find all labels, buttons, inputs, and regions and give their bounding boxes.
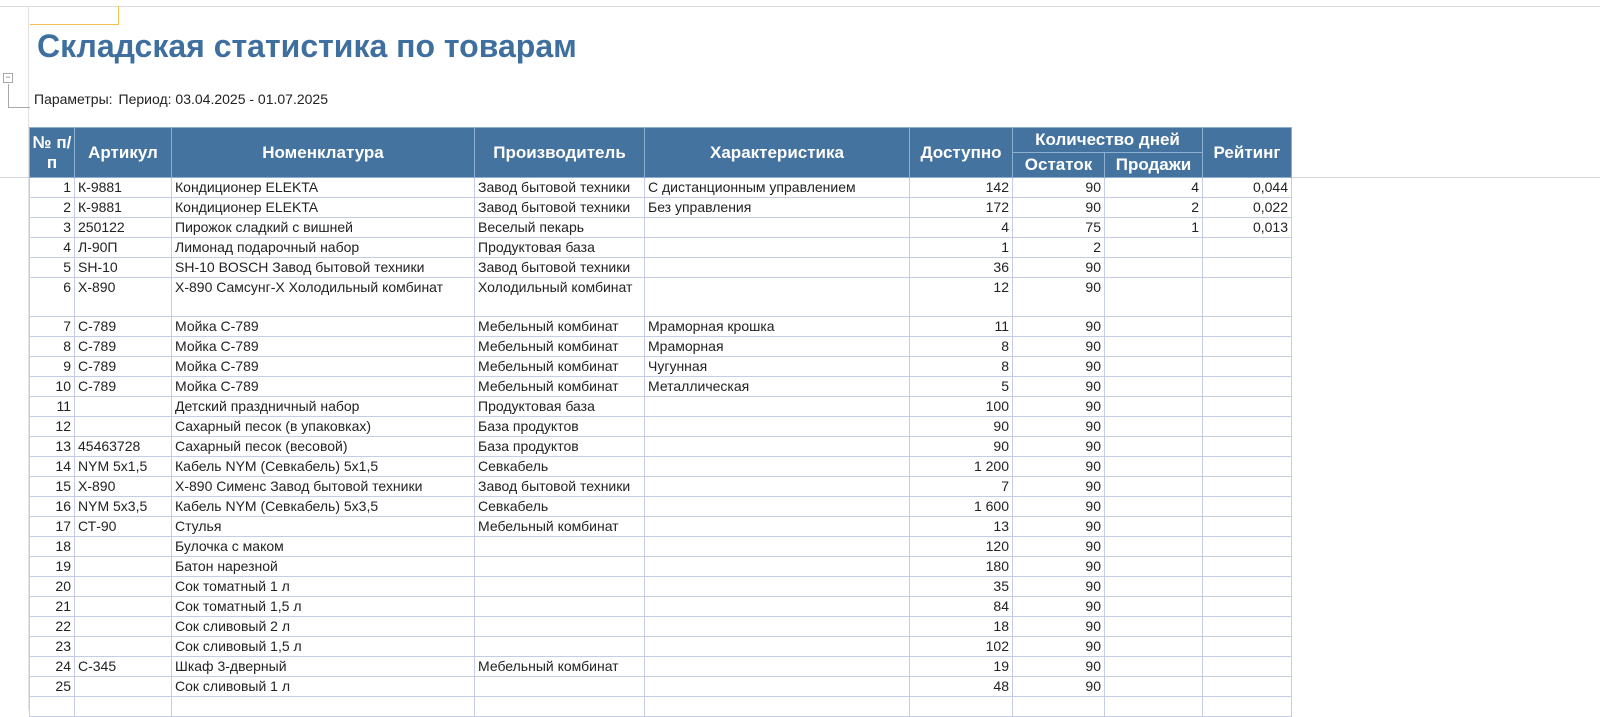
cell-days-sales[interactable]: 4 xyxy=(1105,178,1203,198)
cell-characteristic[interactable] xyxy=(645,258,910,278)
cell-article[interactable]: С-789 xyxy=(75,377,172,397)
cell-days-sales[interactable] xyxy=(1105,517,1203,537)
cell-days-stock[interactable] xyxy=(1013,697,1105,717)
cell-rating[interactable] xyxy=(1203,597,1292,617)
cell-days-stock[interactable]: 90 xyxy=(1013,517,1105,537)
cell-available[interactable]: 1 xyxy=(910,238,1013,258)
cell-rating[interactable] xyxy=(1203,657,1292,677)
cell-nomenclature[interactable]: Шкаф 3-дверный xyxy=(172,657,475,677)
cell-days-stock[interactable]: 75 xyxy=(1013,218,1105,238)
cell-days-stock[interactable]: 90 xyxy=(1013,258,1105,278)
cell-days-sales[interactable] xyxy=(1105,357,1203,377)
cell-days-stock[interactable]: 90 xyxy=(1013,597,1105,617)
cell-rating[interactable] xyxy=(1203,497,1292,517)
cell-rating[interactable] xyxy=(1203,417,1292,437)
header-characteristic[interactable]: Характеристика xyxy=(645,128,910,178)
cell-nomenclature[interactable]: Сахарный песок (весовой) xyxy=(172,437,475,457)
cell-row-number[interactable]: 24 xyxy=(30,657,75,677)
table-row[interactable] xyxy=(30,437,1292,457)
cell-row-number[interactable]: 16 xyxy=(30,497,75,517)
cell-days-sales[interactable] xyxy=(1105,457,1203,477)
cell-available[interactable]: 172 xyxy=(910,198,1013,218)
cell-row-number[interactable]: 21 xyxy=(30,597,75,617)
cell-days-stock[interactable]: 90 xyxy=(1013,278,1105,317)
cell-manufacturer[interactable]: Завод бытовой техники xyxy=(475,258,645,278)
cell-available[interactable]: 90 xyxy=(910,417,1013,437)
cell-row-number[interactable]: 8 xyxy=(30,337,75,357)
report-table xyxy=(29,127,1292,717)
header-days-sales[interactable]: Продажи xyxy=(1105,153,1203,178)
table-row[interactable] xyxy=(30,417,1292,437)
cell-manufacturer[interactable]: База продуктов xyxy=(475,417,645,437)
cell-days-stock[interactable]: 90 xyxy=(1013,577,1105,597)
cell-characteristic[interactable]: Мраморная крошка xyxy=(645,317,910,337)
table-row[interactable] xyxy=(30,377,1292,397)
cell-available[interactable] xyxy=(910,697,1013,717)
cell-days-sales[interactable] xyxy=(1105,697,1203,717)
cell-article[interactable]: SH-10 xyxy=(75,258,172,278)
cell-characteristic[interactable]: С дистанционным управлением xyxy=(645,178,910,198)
table-row[interactable] xyxy=(30,557,1292,577)
header-days-stock[interactable]: Остаток xyxy=(1013,153,1105,178)
cell-characteristic[interactable] xyxy=(645,697,910,717)
cell-days-sales[interactable] xyxy=(1105,557,1203,577)
cell-article[interactable] xyxy=(75,677,172,697)
cell-nomenclature[interactable]: Х-890 Самсунг-Х Холодильный комбинат xyxy=(172,278,475,317)
cell-days-stock[interactable]: 90 xyxy=(1013,417,1105,437)
sheet-top-border xyxy=(0,6,1600,7)
cell-available[interactable]: 12 xyxy=(910,278,1013,317)
cell-nomenclature[interactable]: Детский праздничный набор xyxy=(172,397,475,417)
cell-characteristic[interactable] xyxy=(645,517,910,537)
cell-days-stock[interactable]: 90 xyxy=(1013,497,1105,517)
cell-manufacturer[interactable]: Мебельный комбинат xyxy=(475,357,645,377)
cell-characteristic[interactable] xyxy=(645,457,910,477)
cell-days-stock[interactable]: 90 xyxy=(1013,317,1105,337)
cell-available[interactable]: 1 200 xyxy=(910,457,1013,477)
cell-article[interactable]: СТ-90 xyxy=(75,517,172,537)
cell-manufacturer[interactable] xyxy=(475,637,645,657)
table-row[interactable] xyxy=(30,617,1292,637)
cell-manufacturer[interactable]: Мебельный комбинат xyxy=(475,657,645,677)
cell-available[interactable]: 8 xyxy=(910,337,1013,357)
cell-manufacturer[interactable] xyxy=(475,697,645,717)
period-value: Период: 03.04.2025 - 01.07.2025 xyxy=(118,91,328,107)
cell-characteristic[interactable] xyxy=(645,238,910,258)
cell-row-number[interactable]: 17 xyxy=(30,517,75,537)
cell-days-sales[interactable] xyxy=(1105,617,1203,637)
cell-available[interactable]: 35 xyxy=(910,577,1013,597)
cell-nomenclature[interactable]: Кондиционер ELEKTA xyxy=(172,178,475,198)
cell-manufacturer[interactable]: Мебельный комбинат xyxy=(475,517,645,537)
cell-nomenclature[interactable]: Булочка с маком xyxy=(172,537,475,557)
cell-days-sales[interactable] xyxy=(1105,637,1203,657)
cell-manufacturer[interactable] xyxy=(475,577,645,597)
cell-nomenclature[interactable]: Сок сливовый 1 л xyxy=(172,677,475,697)
cell-characteristic[interactable] xyxy=(645,617,910,637)
table-row[interactable] xyxy=(30,497,1292,517)
cell-days-sales[interactable] xyxy=(1105,377,1203,397)
cell-nomenclature[interactable]: Кабель NYM (Севкабель) 5x3,5 xyxy=(172,497,475,517)
active-cell-marker[interactable] xyxy=(30,6,119,25)
cell-nomenclature[interactable]: Сок томатный 1,5 л xyxy=(172,597,475,617)
cell-manufacturer[interactable]: Продуктовая база xyxy=(475,397,645,417)
cell-nomenclature[interactable]: Мойка С-789 xyxy=(172,317,475,337)
cell-characteristic[interactable] xyxy=(645,597,910,617)
cell-characteristic[interactable] xyxy=(645,218,910,238)
cell-nomenclature[interactable]: Х-890 Сименс Завод бытовой техники xyxy=(172,477,475,497)
cell-rating[interactable] xyxy=(1203,457,1292,477)
cell-row-number[interactable]: 25 xyxy=(30,677,75,697)
cell-days-stock[interactable]: 90 xyxy=(1013,657,1105,677)
header-article[interactable]: Артикул xyxy=(75,128,172,178)
cell-row-number[interactable]: 3 xyxy=(30,218,75,238)
table-row[interactable] xyxy=(30,577,1292,597)
cell-rating[interactable] xyxy=(1203,557,1292,577)
cell-days-stock[interactable]: 90 xyxy=(1013,198,1105,218)
cell-row-number[interactable]: 22 xyxy=(30,617,75,637)
cell-available[interactable]: 100 xyxy=(910,397,1013,417)
table-row[interactable] xyxy=(30,278,1292,317)
cell-available[interactable]: 48 xyxy=(910,677,1013,697)
table-row[interactable] xyxy=(30,258,1292,278)
cell-row-number[interactable]: 6 xyxy=(30,278,75,317)
cell-days-sales[interactable]: 1 xyxy=(1105,218,1203,238)
cell-manufacturer[interactable]: Холодильный комбинат xyxy=(475,278,645,317)
cell-days-sales[interactable] xyxy=(1105,317,1203,337)
cell-days-stock[interactable]: 90 xyxy=(1013,677,1105,697)
table-row[interactable] xyxy=(30,517,1292,537)
cell-rating[interactable]: 0,022 xyxy=(1203,198,1292,218)
cell-article[interactable]: К-9881 xyxy=(75,198,172,218)
table-row[interactable] xyxy=(30,537,1292,557)
cell-days-sales[interactable] xyxy=(1105,258,1203,278)
cell-manufacturer[interactable]: Мебельный комбинат xyxy=(475,377,645,397)
cell-manufacturer[interactable]: Завод бытовой техники xyxy=(475,198,645,218)
header-rating[interactable]: Рейтинг xyxy=(1203,128,1292,178)
cell-manufacturer[interactable]: Завод бытовой техники xyxy=(475,477,645,497)
cell-available[interactable]: 5 xyxy=(910,377,1013,397)
cell-article[interactable] xyxy=(75,417,172,437)
cell-nomenclature[interactable] xyxy=(172,697,475,717)
cell-row-number[interactable]: 5 xyxy=(30,258,75,278)
cell-days-stock[interactable]: 90 xyxy=(1013,178,1105,198)
cell-days-stock[interactable]: 2 xyxy=(1013,238,1105,258)
cell-nomenclature[interactable]: Стулья xyxy=(172,517,475,537)
cell-nomenclature[interactable]: Мойка С-789 xyxy=(172,377,475,397)
cell-available[interactable]: 36 xyxy=(910,258,1013,278)
cell-characteristic[interactable]: Без управления xyxy=(645,198,910,218)
cell-days-stock[interactable]: 90 xyxy=(1013,337,1105,357)
table-row[interactable] xyxy=(30,477,1292,497)
cell-days-stock[interactable]: 90 xyxy=(1013,637,1105,657)
cell-rating[interactable] xyxy=(1203,477,1292,497)
cell-article[interactable]: К-9881 xyxy=(75,178,172,198)
cell-row-number[interactable]: 11 xyxy=(30,397,75,417)
cell-available[interactable]: 13 xyxy=(910,517,1013,537)
cell-rating[interactable] xyxy=(1203,677,1292,697)
cell-manufacturer[interactable] xyxy=(475,617,645,637)
cell-manufacturer[interactable]: Мебельный комбинат xyxy=(475,317,645,337)
cell-manufacturer[interactable]: Веселый пекарь xyxy=(475,218,645,238)
cell-days-sales[interactable] xyxy=(1105,437,1203,457)
cell-days-stock[interactable]: 90 xyxy=(1013,557,1105,577)
cell-rating[interactable]: 0,044 xyxy=(1203,178,1292,198)
cell-days-sales[interactable] xyxy=(1105,657,1203,677)
cell-article[interactable] xyxy=(75,697,172,717)
cell-characteristic[interactable] xyxy=(645,417,910,437)
cell-days-stock[interactable]: 90 xyxy=(1013,437,1105,457)
table-row[interactable] xyxy=(30,397,1292,417)
cell-article[interactable]: 250122 xyxy=(75,218,172,238)
cell-manufacturer[interactable] xyxy=(475,557,645,577)
cell-available[interactable]: 120 xyxy=(910,537,1013,557)
cell-manufacturer[interactable]: Севкабель xyxy=(475,457,645,477)
cell-article[interactable]: Л-90П xyxy=(75,238,172,258)
cell-days-sales[interactable] xyxy=(1105,278,1203,317)
cell-row-number[interactable]: 1 xyxy=(30,178,75,198)
cell-rating[interactable]: 0,013 xyxy=(1203,218,1292,238)
cell-row-number[interactable]: 19 xyxy=(30,557,75,577)
cell-available[interactable]: 142 xyxy=(910,178,1013,198)
cell-row-number[interactable] xyxy=(30,697,75,717)
table-row[interactable] xyxy=(30,357,1292,377)
cell-manufacturer[interactable]: Мебельный комбинат xyxy=(475,337,645,357)
cell-available[interactable]: 180 xyxy=(910,557,1013,577)
table-row[interactable] xyxy=(30,697,1292,717)
cell-article[interactable]: 45463728 xyxy=(75,437,172,457)
cell-available[interactable]: 1 600 xyxy=(910,497,1013,517)
cell-rating[interactable] xyxy=(1203,337,1292,357)
cell-nomenclature[interactable]: Сок сливовый 1,5 л xyxy=(172,637,475,657)
cell-manufacturer[interactable] xyxy=(475,597,645,617)
cell-rating[interactable] xyxy=(1203,437,1292,457)
header-nomenclature[interactable]: Номенклатура xyxy=(172,128,475,178)
table-row[interactable] xyxy=(30,178,1292,198)
cell-characteristic[interactable] xyxy=(645,437,910,457)
cell-days-stock[interactable]: 90 xyxy=(1013,357,1105,377)
cell-rating[interactable] xyxy=(1203,278,1292,317)
report-title: Складская статистика по товарам xyxy=(37,28,577,64)
cell-nomenclature[interactable]: Мойка С-789 xyxy=(172,357,475,377)
cell-available[interactable]: 8 xyxy=(910,357,1013,377)
cell-article[interactable]: С-789 xyxy=(75,317,172,337)
cell-characteristic[interactable]: Чугунная xyxy=(645,357,910,377)
cell-days-stock[interactable]: 90 xyxy=(1013,377,1105,397)
group-bracket-line xyxy=(8,84,9,107)
cell-nomenclature[interactable]: Сок томатный 1 л xyxy=(172,577,475,597)
header-days-group[interactable]: Количество дней xyxy=(1013,128,1203,153)
cell-rating[interactable] xyxy=(1203,537,1292,557)
cell-days-sales[interactable] xyxy=(1105,537,1203,557)
cell-available[interactable]: 11 xyxy=(910,317,1013,337)
cell-row-number[interactable]: 9 xyxy=(30,357,75,377)
cell-days-sales[interactable] xyxy=(1105,577,1203,597)
cell-article[interactable]: Х-890 xyxy=(75,477,172,497)
table-row[interactable] xyxy=(30,198,1292,218)
cell-article[interactable] xyxy=(75,577,172,597)
table-row[interactable] xyxy=(30,457,1292,477)
cell-manufacturer[interactable] xyxy=(475,677,645,697)
collapse-group-icon[interactable]: − xyxy=(3,73,13,83)
cell-days-stock[interactable]: 90 xyxy=(1013,537,1105,557)
cell-available[interactable]: 102 xyxy=(910,637,1013,657)
cell-row-number[interactable]: 20 xyxy=(30,577,75,597)
cell-nomenclature[interactable]: Мойка С-789 xyxy=(172,337,475,357)
cell-characteristic[interactable] xyxy=(645,397,910,417)
cell-characteristic[interactable]: Металлическая xyxy=(645,377,910,397)
cell-manufacturer[interactable]: Завод бытовой техники xyxy=(475,178,645,198)
cell-article[interactable] xyxy=(75,637,172,657)
cell-days-stock[interactable]: 90 xyxy=(1013,397,1105,417)
cell-rating[interactable] xyxy=(1203,577,1292,597)
cell-manufacturer[interactable] xyxy=(475,537,645,557)
table-row[interactable] xyxy=(30,238,1292,258)
cell-rating[interactable] xyxy=(1203,238,1292,258)
cell-article[interactable]: С-789 xyxy=(75,357,172,377)
table-row[interactable] xyxy=(30,218,1292,238)
cell-nomenclature[interactable]: Батон нарезной xyxy=(172,557,475,577)
cell-available[interactable]: 4 xyxy=(910,218,1013,238)
cell-manufacturer[interactable]: База продуктов xyxy=(475,437,645,457)
cell-available[interactable]: 18 xyxy=(910,617,1013,637)
cell-characteristic[interactable]: Мраморная xyxy=(645,337,910,357)
cell-days-sales[interactable] xyxy=(1105,497,1203,517)
cell-nomenclature[interactable]: Кондиционер ELEKTA xyxy=(172,198,475,218)
cell-characteristic[interactable] xyxy=(645,677,910,697)
cell-rating[interactable] xyxy=(1203,357,1292,377)
cell-nomenclature[interactable]: SH-10 BOSCH Завод бытовой техники xyxy=(172,258,475,278)
cell-row-number[interactable]: 15 xyxy=(30,477,75,497)
cell-characteristic[interactable] xyxy=(645,278,910,317)
cell-row-number[interactable]: 4 xyxy=(30,238,75,258)
group-bracket-line xyxy=(8,107,30,108)
cell-days-stock[interactable]: 90 xyxy=(1013,617,1105,637)
cell-days-stock[interactable]: 90 xyxy=(1013,477,1105,497)
cell-available[interactable]: 19 xyxy=(910,657,1013,677)
cell-row-number[interactable]: 2 xyxy=(30,198,75,218)
header-manufacturer[interactable]: Производитель xyxy=(475,128,645,178)
cell-rating[interactable] xyxy=(1203,517,1292,537)
table-row[interactable] xyxy=(30,337,1292,357)
header-available[interactable]: Доступно xyxy=(910,128,1013,178)
cell-manufacturer[interactable]: Продуктовая база xyxy=(475,238,645,258)
cell-article[interactable]: С-789 xyxy=(75,337,172,357)
table-row[interactable] xyxy=(30,677,1292,697)
cell-nomenclature[interactable]: Кабель NYM (Севкабель) 5x1,5 xyxy=(172,457,475,477)
cell-rating[interactable] xyxy=(1203,637,1292,657)
cell-characteristic[interactable] xyxy=(645,577,910,597)
cell-nomenclature[interactable]: Лимонад подарочный набор xyxy=(172,238,475,258)
cell-characteristic[interactable] xyxy=(645,657,910,677)
cell-row-number[interactable]: 13 xyxy=(30,437,75,457)
report-parameters xyxy=(34,91,328,107)
cell-row-number[interactable]: 23 xyxy=(30,637,75,657)
cell-characteristic[interactable] xyxy=(645,557,910,577)
cell-nomenclature[interactable]: Пирожок сладкий с вишней xyxy=(172,218,475,238)
cell-days-sales[interactable] xyxy=(1105,677,1203,697)
table-row[interactable] xyxy=(30,597,1292,617)
cell-nomenclature[interactable]: Сок сливовый 2 л xyxy=(172,617,475,637)
cell-row-number[interactable]: 12 xyxy=(30,417,75,437)
table-row[interactable] xyxy=(30,317,1292,337)
cell-available[interactable]: 84 xyxy=(910,597,1013,617)
cell-available[interactable]: 90 xyxy=(910,437,1013,457)
cell-rating[interactable] xyxy=(1203,617,1292,637)
cell-rating[interactable] xyxy=(1203,697,1292,717)
cell-rating[interactable] xyxy=(1203,397,1292,417)
cell-article[interactable]: Х-890 xyxy=(75,278,172,317)
cell-row-number[interactable]: 10 xyxy=(30,377,75,397)
cell-article[interactable] xyxy=(75,537,172,557)
cell-article[interactable] xyxy=(75,557,172,577)
cell-rating[interactable] xyxy=(1203,258,1292,278)
cell-available[interactable]: 7 xyxy=(910,477,1013,497)
cell-row-number[interactable]: 7 xyxy=(30,317,75,337)
cell-article[interactable]: С-345 xyxy=(75,657,172,677)
cell-days-sales[interactable] xyxy=(1105,397,1203,417)
cell-row-number[interactable]: 18 xyxy=(30,537,75,557)
cell-rating[interactable] xyxy=(1203,377,1292,397)
cell-days-sales[interactable] xyxy=(1105,477,1203,497)
cell-manufacturer[interactable]: Севкабель xyxy=(475,497,645,517)
cell-days-sales[interactable] xyxy=(1105,417,1203,437)
cell-characteristic[interactable] xyxy=(645,537,910,557)
cell-article[interactable]: NYM 5x1,5 xyxy=(75,457,172,477)
cell-characteristic[interactable] xyxy=(645,477,910,497)
cell-characteristic[interactable] xyxy=(645,497,910,517)
cell-characteristic[interactable] xyxy=(645,637,910,657)
cell-days-sales[interactable] xyxy=(1105,238,1203,258)
cell-days-sales[interactable] xyxy=(1105,597,1203,617)
parameters-label: Параметры: xyxy=(34,91,113,107)
cell-days-sales[interactable]: 2 xyxy=(1105,198,1203,218)
cell-days-stock[interactable]: 90 xyxy=(1013,457,1105,477)
cell-nomenclature[interactable]: Сахарный песок (в упаковках) xyxy=(172,417,475,437)
cell-rating[interactable] xyxy=(1203,317,1292,337)
cell-days-sales[interactable] xyxy=(1105,337,1203,357)
cell-row-number[interactable]: 14 xyxy=(30,457,75,477)
table-row[interactable] xyxy=(30,657,1292,677)
table-row[interactable] xyxy=(30,637,1292,657)
header-row-number[interactable]: № п/п xyxy=(30,128,75,178)
cell-article[interactable] xyxy=(75,617,172,637)
cell-article[interactable] xyxy=(75,397,172,417)
cell-article[interactable] xyxy=(75,597,172,617)
cell-article[interactable]: NYM 5x3,5 xyxy=(75,497,172,517)
